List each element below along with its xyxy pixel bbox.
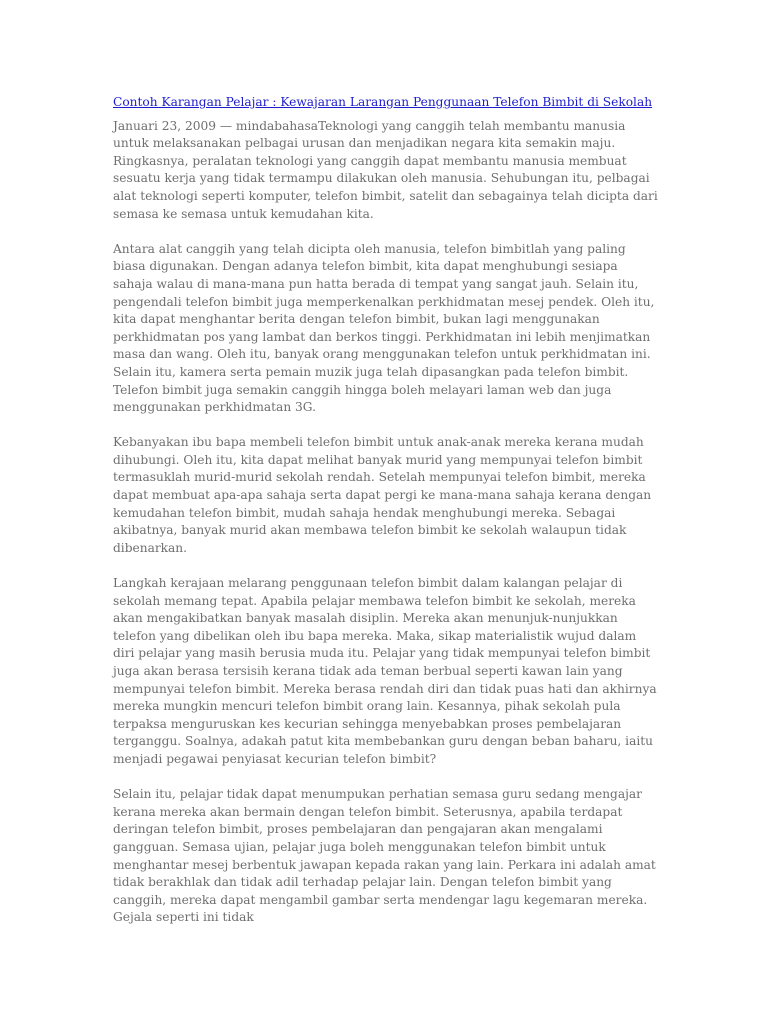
paragraph-2: Antara alat canggih yang telah dicipta oleh manusia, telefon bimbitlah yang paling biasa digunakan. Dengan adanya telefon bimbit, kita dapat menghubungi sesiapa sahaja walau di mana-mana pun hatta berada di tempat yang sangat jauh. Selain itu, pengendali telefon bimbit juga memperkenalkan perkhidmatan mesej pendek. Oleh itu, kita dapat menghantar berita dengan telefon bimbit, bukan lagi menggunakan perkhidmatan pos yang lambat dan berkos tinggi. Perkhidmatan ini lebih menjimatkan masa dan wang. Oleh itu, banyak orang menggunakan telefon untuk perkhidmatan ini. Selain itu, kamera serta pemain muzik juga telah dipasangkan pada telefon bimbit. Telefon bimbit juga semakin canggih hingga boleh melayari laman web dan juga menggunakan perkhidmatan 3G. (113, 241, 655, 415)
paragraph-5: Selain itu, pelajar tidak dapat menumpukan perhatian semasa guru sedang mengajar kerana mereka akan bermain dengan telefon bimbit. Seterusnya, apabila terdapat deringan telefon bimbit, proses pembelajaran dan pengajaran akan mengalami gangguan. Semasa ujian, pelajar juga boleh menggunakan telefon bimbit untuk menghantar mesej berbentuk jawapan kepada rakan yang lain. Perkara ini adalah amat tidak berakhlak dan tidak adil terhadap pelajar lain. Dengan telefon bimbit yang canggih, mereka dapat mengambil gambar serta mendengar lagu kegemaran mereka. Gejala seperti ini tidak (113, 787, 656, 925)
paragraph-3: Kebanyakan ibu bapa membeli telefon bimbit untuk anak-anak mereka kerana mudah dihubungi. Oleh itu, kita dapat melihat banyak murid yang mempunyai telefon bimbit termasuklah murid-murid sekolah rendah. Setelah mempunyai telefon bimbit, mereka dapat membuat apa-apa sahaja serta dapat pergi ke mana-mana sahaja kerana dengan kemudahan telefon bimbit, mudah sahaja hendak menghubungi mereka. Sebagai akibatnya, banyak murid akan membawa telefon bimbit ke sekolah walaupun tidak dibenarkan. (113, 435, 652, 555)
article-title-link[interactable]: Contoh Karangan Pelajar : Kewajaran Larangan Penggunaan Telefon Bimbit di Sekolah (113, 95, 653, 109)
document-page (113, 94, 658, 945)
paragraph-4: Langkah kerajaan melarang penggunaan telefon bimbit dalam kalangan pelajar di sekolah memang tepat. Apabila pelajar membawa telefon bimbit ke sekolah, mereka akan mengakibatkan banyak masalah disiplin. Mereka akan menunjuk-nunjukkan telefon yang dibelikan oleh ibu bapa mereka. Maka, sikap materialistik wujud dalam diri pelajar yang masih berusia muda itu. Pelajar yang tidak mempunyai telefon bimbit juga akan berasa tersisih kerana tidak ada teman berbual seperti kawan lain yang mempunyai telefon bimbit. Mereka berasa rendah diri dan tidak puas hati dan akhirnya mereka mungkin mencuri telefon bimbit orang lain. Kesannya, pihak sekolah pula terpaksa menguruskan kes kecurian sehingga menyebabkan proses pembelajaran terganggu. Soalnya, adakah patut kita membebankan guru dengan beban baharu, iaitu menjadi pegawai penyiasat kecurian telefon bimbit? (113, 576, 657, 766)
paragraph-1: Januari 23, 2009 — mindabahasaTeknologi yang canggih telah membantu manusia untuk melaksanakan pelbagai urusan dan menjadikan negara kita semakin maju. Ringkasnya, peralatan teknologi yang canggih dapat membantu manusia membuat sesuatu kerja yang tidak termampu dilakukan oleh manusia. Sehubungan itu, pelbagai alat teknologi seperti komputer, telefon bimbit, satelit dan sebagainya telah dicipta dari semasa ke semasa untuk kemudahan kita. (113, 118, 658, 221)
